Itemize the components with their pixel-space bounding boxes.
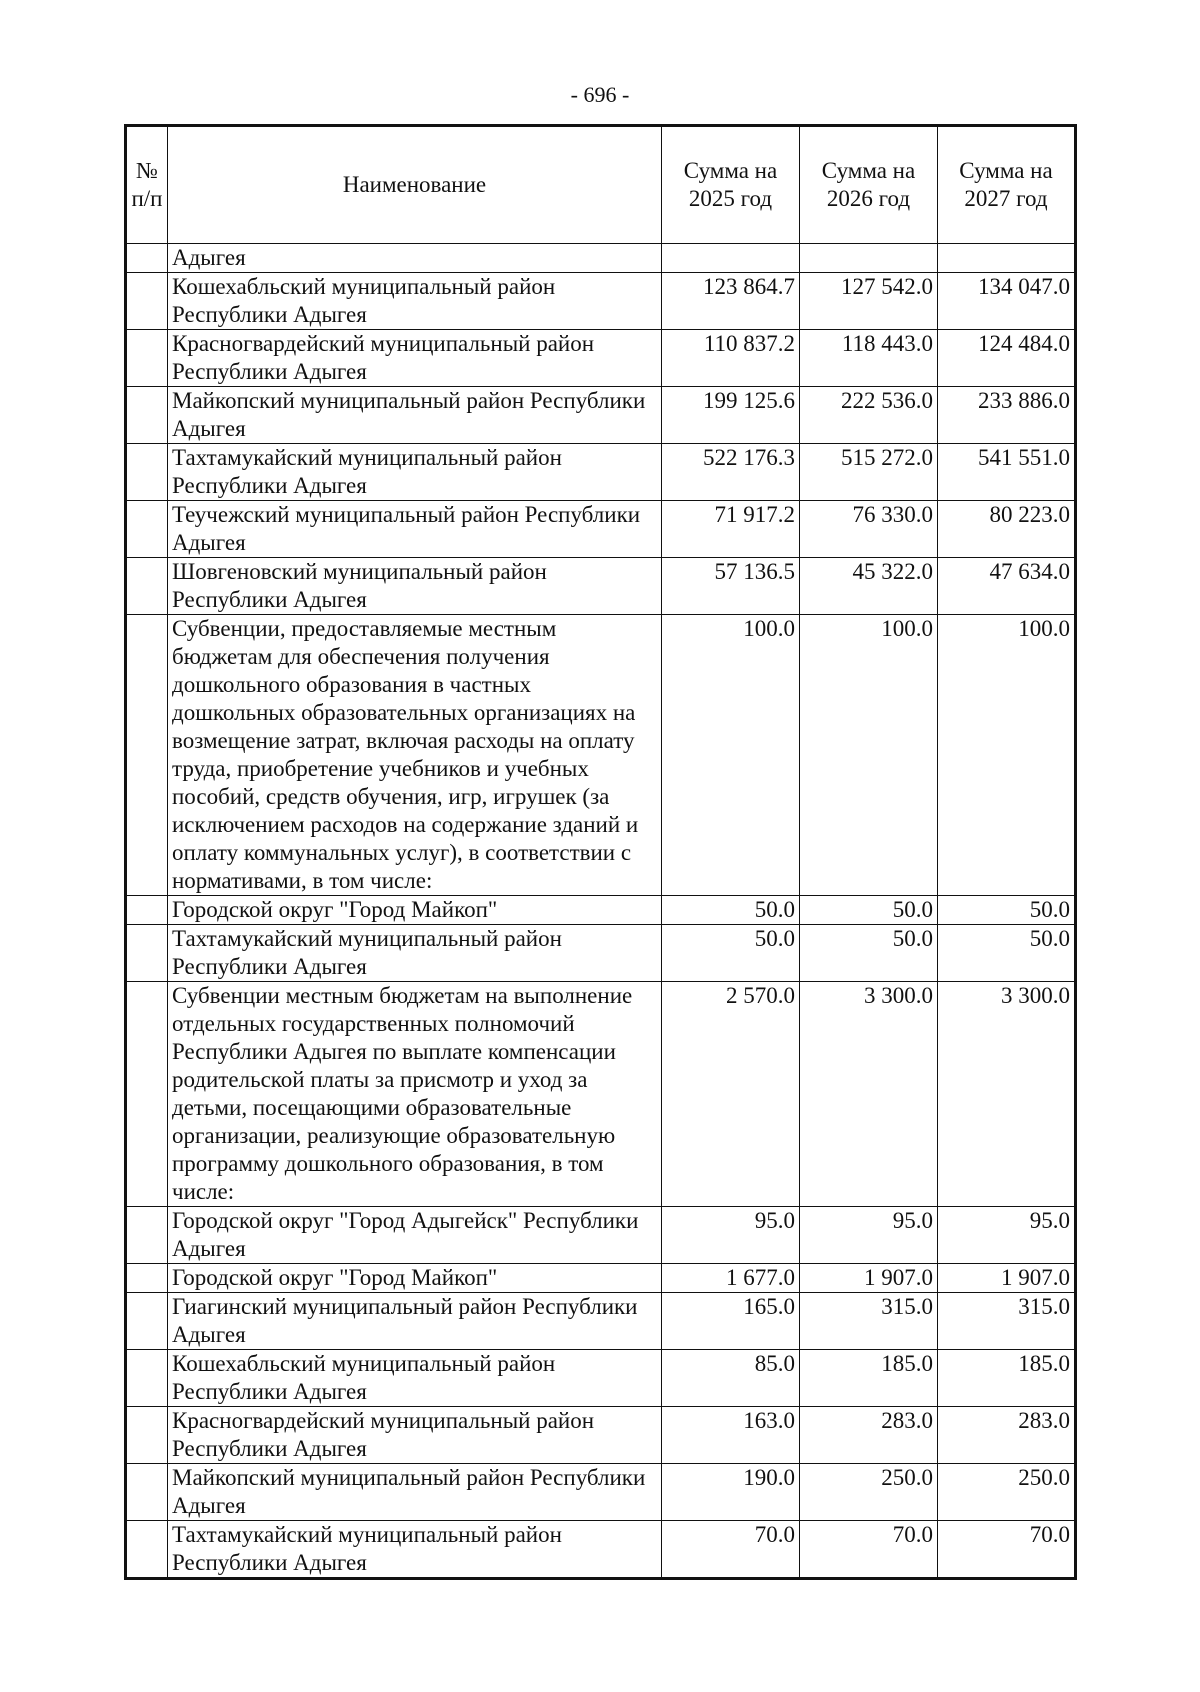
row-name-cell: Адыгея — [168, 244, 662, 273]
row-sum-2025-cell: 95.0 — [662, 1207, 800, 1264]
header-name: Наименование — [168, 126, 662, 244]
row-name-cell: Тахтамукайский муниципальный район Республики Адыгея — [168, 444, 662, 501]
row-sum-2026-cell: 70.0 — [800, 1521, 938, 1579]
row-sum-2027-cell: 283.0 — [938, 1407, 1076, 1464]
row-sum-2025-cell: 50.0 — [662, 896, 800, 925]
table-row — [126, 501, 1076, 558]
row-sum-2025-cell — [662, 244, 800, 273]
row-sum-2025-cell: 190.0 — [662, 1464, 800, 1521]
row-name-cell: Майкопский муниципальный район Республики Адыгея — [168, 1464, 662, 1521]
row-name-cell: Кошехабльский муниципальный район Республики Адыгея — [168, 273, 662, 330]
row-sum-2027-cell: 50.0 — [938, 925, 1076, 982]
row-name-cell: Красногвардейский муниципальный район Республики Адыгея — [168, 1407, 662, 1464]
row-sum-2027-cell: 185.0 — [938, 1350, 1076, 1407]
row-sum-2026-cell: 283.0 — [800, 1407, 938, 1464]
row-sum-2025-cell: 100.0 — [662, 615, 800, 896]
row-sum-2026-cell: 1 907.0 — [800, 1264, 938, 1293]
row-number-cell — [126, 273, 168, 330]
row-name-cell: Теучежский муниципальный район Республики Адыгея — [168, 501, 662, 558]
row-name-cell: Красногвардейский муниципальный район Республики Адыгея — [168, 330, 662, 387]
row-name-cell: Шовгеновский муниципальный район Республики Адыгея — [168, 558, 662, 615]
row-sum-2026-cell: 515 272.0 — [800, 444, 938, 501]
table-row — [126, 387, 1076, 444]
row-sum-2026-cell: 76 330.0 — [800, 501, 938, 558]
row-number-cell — [126, 1407, 168, 1464]
header-sum-2027: Сумма на 2027 год — [938, 126, 1076, 244]
row-name-cell: Майкопский муниципальный район Республики Адыгея — [168, 387, 662, 444]
header-sum-2026: Сумма на 2026 год — [800, 126, 938, 244]
table-row — [126, 1350, 1076, 1407]
table-row — [126, 273, 1076, 330]
table-row — [126, 896, 1076, 925]
row-number-cell — [126, 982, 168, 1207]
row-sum-2025-cell: 50.0 — [662, 925, 800, 982]
row-name-cell: Субвенции, предоставляемые местным бюджетам для обеспечения получения дошкольного образования в частных дошкольных образовательных организациях на возмещение затрат, включая расходы на оплату труда, приобретение учебников и учебных пособий, средств обучения, игр, игрушек (за исключением расходов на содержание зданий и оплату коммунальных услуг), в соответствии с нормативами, в том числе: — [168, 615, 662, 896]
row-sum-2026-cell: 185.0 — [800, 1350, 938, 1407]
row-sum-2027-cell: 95.0 — [938, 1207, 1076, 1264]
row-sum-2025-cell: 123 864.7 — [662, 273, 800, 330]
row-number-cell — [126, 244, 168, 273]
row-sum-2027-cell: 134 047.0 — [938, 273, 1076, 330]
row-number-cell — [126, 330, 168, 387]
row-number-cell — [126, 925, 168, 982]
row-sum-2026-cell: 50.0 — [800, 896, 938, 925]
row-number-cell — [126, 1264, 168, 1293]
row-number-cell — [126, 1350, 168, 1407]
table-row — [126, 1264, 1076, 1293]
row-sum-2027-cell: 47 634.0 — [938, 558, 1076, 615]
table-row — [126, 244, 1076, 273]
row-sum-2027-cell: 1 907.0 — [938, 1264, 1076, 1293]
row-name-cell: Тахтамукайский муниципальный район Республики Адыгея — [168, 1521, 662, 1579]
table-row — [126, 1207, 1076, 1264]
table-row — [126, 1464, 1076, 1521]
row-number-cell — [126, 501, 168, 558]
table-row — [126, 558, 1076, 615]
row-name-cell: Кошехабльский муниципальный район Республики Адыгея — [168, 1350, 662, 1407]
header-sum-2025: Сумма на 2025 год — [662, 126, 800, 244]
row-sum-2025-cell: 71 917.2 — [662, 501, 800, 558]
row-sum-2027-cell — [938, 244, 1076, 273]
row-sum-2027-cell: 124 484.0 — [938, 330, 1076, 387]
row-name-cell: Субвенции местным бюджетам на выполнение отдельных государственных полномочий Республики Адыгея по выплате компенсации родительской платы за присмотр и уход за детьми, посещающими образовательные организации, реализующие образовательную программу дошкольного образования, в том числе: — [168, 982, 662, 1207]
row-sum-2026-cell — [800, 244, 938, 273]
row-sum-2026-cell: 222 536.0 — [800, 387, 938, 444]
row-sum-2026-cell: 100.0 — [800, 615, 938, 896]
row-sum-2026-cell: 127 542.0 — [800, 273, 938, 330]
row-sum-2026-cell: 315.0 — [800, 1293, 938, 1350]
budget-table — [124, 124, 1077, 1580]
table-row — [126, 925, 1076, 982]
row-name-cell: Городской округ "Город Майкоп" — [168, 1264, 662, 1293]
row-sum-2025-cell: 199 125.6 — [662, 387, 800, 444]
row-sum-2027-cell: 50.0 — [938, 896, 1076, 925]
row-sum-2026-cell: 3 300.0 — [800, 982, 938, 1207]
table-header-row — [126, 126, 1076, 244]
row-sum-2026-cell: 95.0 — [800, 1207, 938, 1264]
row-sum-2027-cell: 70.0 — [938, 1521, 1076, 1579]
row-sum-2025-cell: 522 176.3 — [662, 444, 800, 501]
table-row — [126, 1293, 1076, 1350]
row-sum-2027-cell: 100.0 — [938, 615, 1076, 896]
row-sum-2025-cell: 1 677.0 — [662, 1264, 800, 1293]
row-sum-2027-cell: 541 551.0 — [938, 444, 1076, 501]
table-row — [126, 615, 1076, 896]
table-row — [126, 330, 1076, 387]
row-number-cell — [126, 1464, 168, 1521]
row-number-cell — [126, 615, 168, 896]
row-sum-2027-cell: 80 223.0 — [938, 501, 1076, 558]
row-sum-2025-cell: 2 570.0 — [662, 982, 800, 1207]
row-sum-2026-cell: 45 322.0 — [800, 558, 938, 615]
row-name-cell: Городской округ "Город Майкоп" — [168, 896, 662, 925]
row-number-cell — [126, 1207, 168, 1264]
row-sum-2025-cell: 70.0 — [662, 1521, 800, 1579]
row-number-cell — [126, 558, 168, 615]
row-sum-2025-cell: 163.0 — [662, 1407, 800, 1464]
page-number: - 696 - — [570, 82, 630, 107]
table-row — [126, 1407, 1076, 1464]
row-sum-2027-cell: 233 886.0 — [938, 387, 1076, 444]
table-row — [126, 444, 1076, 501]
row-name-cell: Гиагинский муниципальный район Республики Адыгея — [168, 1293, 662, 1350]
row-sum-2027-cell: 315.0 — [938, 1293, 1076, 1350]
row-sum-2025-cell: 57 136.5 — [662, 558, 800, 615]
table-row — [126, 982, 1076, 1207]
row-sum-2027-cell: 3 300.0 — [938, 982, 1076, 1207]
row-sum-2026-cell: 50.0 — [800, 925, 938, 982]
row-sum-2025-cell: 110 837.2 — [662, 330, 800, 387]
row-number-cell — [126, 1521, 168, 1579]
row-number-cell — [126, 1293, 168, 1350]
row-number-cell — [126, 444, 168, 501]
row-name-cell: Городской округ "Город Адыгейск" Республики Адыгея — [168, 1207, 662, 1264]
row-sum-2026-cell: 250.0 — [800, 1464, 938, 1521]
row-sum-2025-cell: 85.0 — [662, 1350, 800, 1407]
table-row — [126, 1521, 1076, 1579]
row-sum-2025-cell: 165.0 — [662, 1293, 800, 1350]
row-number-cell — [126, 896, 168, 925]
header-number: № п/п — [126, 126, 168, 244]
row-sum-2026-cell: 118 443.0 — [800, 330, 938, 387]
row-name-cell: Тахтамукайский муниципальный район Республики Адыгея — [168, 925, 662, 982]
row-number-cell — [126, 387, 168, 444]
row-sum-2027-cell: 250.0 — [938, 1464, 1076, 1521]
